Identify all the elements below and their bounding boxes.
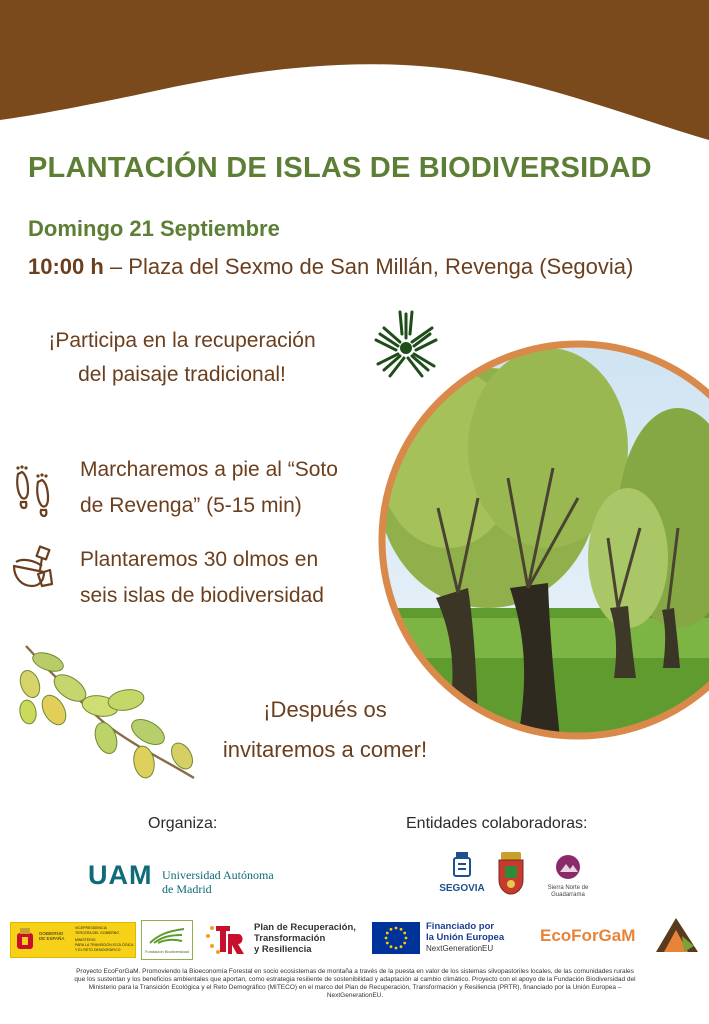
uam-name-line-1: Universidad Autónoma (162, 868, 274, 882)
event-time-location (28, 254, 633, 280)
event-location: Plaza del Sexmo de San Millán, Revenga (Segovia) (128, 254, 634, 279)
ministerio-line-3: MINISTERIO (75, 938, 96, 942)
ministerio-line-4: PARA LA TRANSICIÓN ECOLÓGICA (75, 943, 134, 947)
segovia-crest-icon (450, 852, 474, 880)
grass-icon (148, 925, 186, 945)
prtr-tr-icon (204, 922, 246, 956)
event-date: Domingo 21 Septiembre (28, 216, 280, 241)
feature-plant (80, 542, 380, 614)
revenga-shield-icon (497, 852, 525, 896)
call-to-action (22, 324, 342, 392)
call-to-action-line-2: del paisaje tradicional! (78, 363, 286, 386)
feature-walk-line-1: Marcharemos a pie al “Soto (80, 458, 338, 481)
plan-recuperacion-logo (204, 920, 364, 958)
closing-line-1: ¡Después os (263, 697, 387, 722)
event-time: 10:00 h (28, 254, 104, 279)
plan-line-2: Transformación (254, 933, 326, 944)
spain-coat-of-arms-icon (14, 927, 36, 953)
feature-plant-line-2: seis islas de biodiversidad (80, 584, 324, 607)
ministerio-line-1: VICEPRESIDENCIA (75, 926, 107, 930)
ministerio-line-5: Y EL RETO DEMOGRÁFICO (75, 948, 121, 952)
footprints-icon (12, 462, 54, 520)
project-footer-text: Proyecto EcoForGaM. Promoviendo la Bioeconomía Forestal en socio ecosistemas de montaña a través de la puesta en valor de los sistemas silvopastoriles locales, de las comunidades rurales que los sustentan y los beneficios ambientales que aportan, como estrategia resiliente de sostenibilidad y adaptación al cambio climático. Proyecto con el apoyo de la Fundación Biodiversidad del Ministerio para la Transición Ecológica y el Reto Demográfico (MITECO) en el marco del Plan de Recuperación, Transformación y Resiliencia (PRTR), financiado por la Unión Europea – NextGenerationEU. (74, 968, 636, 999)
gobierno-line-2: DE ESPAÑA (39, 936, 65, 941)
uam-logo (88, 858, 308, 898)
closing-line-2: invitaremos a comer! (222, 737, 428, 762)
segovia-label: SEGOVIA (439, 883, 485, 894)
ministerio-line-2: TERCERA DEL GOBIERNO (75, 931, 120, 935)
plan-line-3: y Resiliencia (254, 944, 312, 955)
feature-plant-line-1: Plantaremos 30 olmos en (80, 548, 319, 571)
segovia-logo (434, 852, 490, 898)
top-wave-banner (0, 0, 709, 150)
planting-tools-icon (10, 544, 56, 590)
feature-walk (80, 452, 380, 524)
willow-trees-photo (378, 338, 709, 742)
sierra-norte-line-2: Guadarrama (551, 892, 585, 898)
uam-acronym: UAM (88, 860, 153, 890)
elm-leaves-illustration (8, 640, 200, 785)
time-separator: – (103, 254, 129, 279)
fundacion-label: Fundación Biodiversidad (145, 949, 189, 954)
uam-name-line-2: de Madrid (162, 882, 212, 896)
plan-line-1: Plan de Recuperación, (254, 922, 356, 933)
sierra-norte-line-1: Sierra Norte de (547, 885, 589, 891)
ecoforgam-logo (540, 916, 704, 956)
eu-line-2: la Unión Europea (426, 932, 505, 943)
organiza-label: Organiza: (148, 815, 218, 832)
ecoforgam-mountain-icon (654, 916, 700, 954)
gobierno-espana-logo (10, 922, 136, 958)
collaborators-label: Entidades colaboradoras: (406, 815, 588, 832)
eu-line-1: Financiado por (426, 921, 495, 932)
ecoforgam-label: EcoForGaM (540, 926, 636, 945)
closing-message (180, 690, 470, 770)
feature-walk-line-2: de Revenga” (5-15 min) (80, 494, 302, 517)
call-to-action-line-1: ¡Participa en la recuperación (48, 329, 316, 352)
fundacion-biodiversidad-logo (141, 920, 193, 960)
sierra-norte-logo (540, 854, 596, 899)
sierra-norte-emblem-icon (554, 854, 582, 880)
eu-flag-icon (372, 922, 420, 954)
eu-line-3: NextGenerationEU (426, 944, 494, 953)
page-title: PLANTACIÓN DE ISLAS DE BIODIVERSIDAD (28, 152, 652, 184)
gobierno-line-1: GOBIERNO (39, 931, 64, 936)
eu-funding-logo (372, 920, 522, 958)
